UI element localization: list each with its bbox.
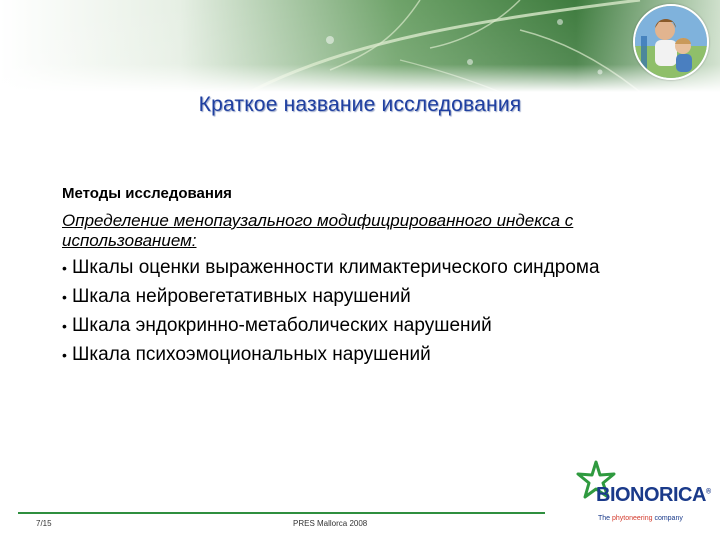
bullet-icon: • xyxy=(62,318,67,334)
bullet-icon: • xyxy=(62,347,67,363)
list-item xyxy=(62,344,662,366)
slide-title: Краткое название исследования xyxy=(198,93,522,116)
leaf-banner-image xyxy=(0,0,720,92)
logo-tag-before: The xyxy=(598,515,613,522)
bullet-icon: • xyxy=(62,260,67,276)
bullet-list xyxy=(62,257,662,366)
logo-wordmark xyxy=(596,484,711,507)
list-item-text: Шкалы оценки выраженности климактерического синдрома xyxy=(72,257,600,278)
family-photo-image xyxy=(633,4,709,80)
intro-text: Определение менопаузального модифицрированного индекса с использованием: xyxy=(62,211,574,250)
list-item xyxy=(62,315,662,337)
logo-reg-mark: ® xyxy=(705,488,711,496)
bullet-icon: • xyxy=(62,289,67,305)
page-number: 7/15 xyxy=(36,519,52,528)
list-item-text: Шкала эндокринно-метаболических нарушений xyxy=(72,315,492,336)
logo-tagline xyxy=(598,515,683,522)
footer-event: PRES Mallorca 2008 xyxy=(293,519,368,528)
slide-body xyxy=(62,185,662,373)
logo-name-text: BIONORICA xyxy=(596,484,706,506)
list-item-text: Шкала психоэмоциональных нарушений xyxy=(72,344,431,365)
list-item xyxy=(62,286,662,308)
section-heading: Методы исследования xyxy=(62,185,232,202)
list-item xyxy=(62,257,662,279)
list-item-text: Шкала нейровегетативных нарушений xyxy=(72,286,411,307)
logo-tag-after: company xyxy=(652,515,683,522)
footer-divider xyxy=(18,512,545,514)
logo-tag-accent: phytoneering xyxy=(612,515,653,522)
